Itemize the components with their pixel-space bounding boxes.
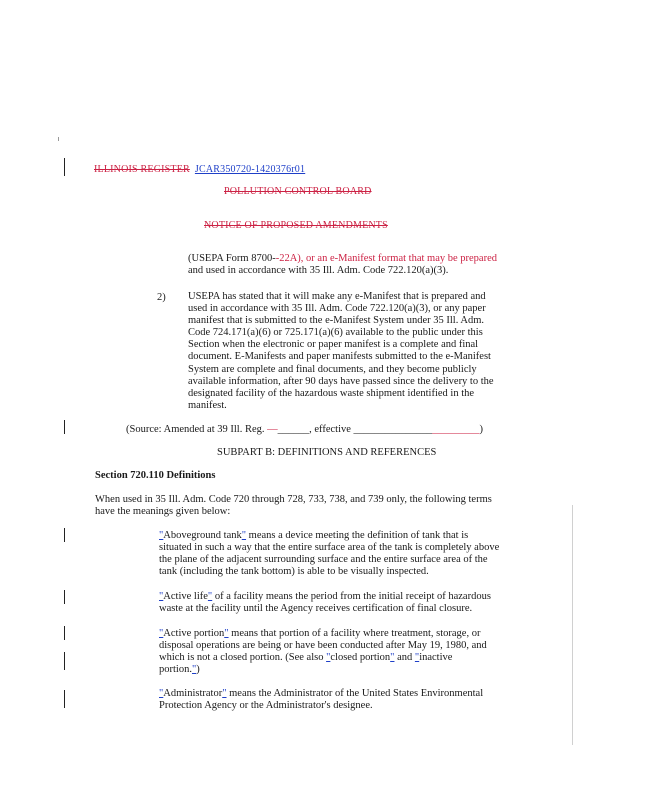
text-line: System are complete and final documents, and they become publicly — [188, 363, 477, 375]
defined-term: Administrator — [163, 688, 223, 699]
text-line: Protection Agency or the Administrator's designee. — [159, 700, 373, 712]
continued-paragraph — [188, 253, 497, 277]
text-line: designated facility of the hazardous waste shipment identified in the — [188, 387, 475, 399]
text-line: waste at the facility until the Agency receives certification of final closure. — [159, 603, 473, 615]
quote-mark: " — [207, 591, 213, 602]
defined-term: Active portion — [163, 628, 225, 639]
text-line: the plane of the adjacent surrounding surface and the entire surface area of the — [159, 554, 488, 566]
register-title: ILLINOIS REGISTER — [94, 164, 190, 175]
text-line: (USEPA Form 8700- — [188, 253, 276, 264]
text-line: of a facility means the period from the initial receipt of hazardous — [212, 591, 491, 602]
quote-mark: " — [159, 591, 164, 602]
cross-reference: closed portion — [330, 652, 391, 664]
board-header — [224, 186, 372, 197]
source-blank-inserted: _________ — [432, 424, 480, 435]
section-title: Section 720.110 Definitions — [95, 470, 216, 481]
notice-title: NOTICE OF PROPOSED AMENDMENTS — [204, 220, 388, 231]
text-line: and used in accordance with 35 Ill. Adm. Code 722.120(a)(3). — [188, 265, 449, 277]
source-mid: , effective — [309, 424, 354, 435]
text-line: USEPA has stated that it will make any e-Manifest that is prepared and — [188, 291, 486, 302]
item-2-paragraph — [188, 291, 494, 412]
quote-mark: " — [222, 688, 227, 699]
change-bar — [64, 626, 65, 640]
source-prefix: (Source: Amended at 39 Ill. Reg. — [126, 424, 268, 435]
text-line: When used in 35 Ill. Adm. Code 720 through 728, 733, 738, and 739 only, the following terms — [95, 494, 492, 505]
text-line: Code 724.171(a)(6) or 725.171(a)(6) available to the public under this — [188, 327, 483, 339]
definition-active-life — [159, 591, 491, 615]
scan-mark — [58, 137, 59, 141]
scan-edge — [572, 505, 573, 745]
text-line: manifest that is submitted to the e-Manifest System under 35 Ill. Adm. — [188, 315, 484, 327]
text-line: tank (including the tank bottom) is able to be visually inspected. — [159, 566, 429, 578]
text-line: portion. — [159, 664, 192, 676]
source-blank: ______ — [277, 424, 310, 435]
intro-paragraph — [95, 494, 492, 518]
change-bar — [64, 158, 65, 176]
text-line: manifest. — [188, 399, 227, 411]
definition-aboveground-tank — [159, 530, 499, 578]
change-bar — [64, 690, 65, 708]
register-header — [94, 164, 305, 175]
defined-term: Aboveground tank — [163, 530, 242, 541]
board-title: POLLUTION CONTROL BOARD — [224, 186, 372, 197]
quote-mark: " — [224, 628, 229, 639]
subpart-heading: SUBPART B: DEFINITIONS AND REFERENCES — [217, 447, 437, 458]
quote-mark: " — [241, 530, 247, 541]
source-dash: — — [267, 424, 278, 435]
definition-active-portion: "Active portion" means that portion of a facility where treatment, storage, or disposal operations are being or have been conducted after May 19, 1980, and which is not a closed portion. (See also "closed portion" and "inactive portion.") — [159, 628, 487, 676]
text-line: have the meanings given below: — [95, 506, 231, 518]
source-note — [126, 423, 483, 436]
text-line: used in accordance with 35 Ill. Adm. Code 722.120(a)(3), or any paper — [188, 303, 486, 315]
quote-mark: " — [159, 628, 164, 639]
quote-mark: " — [159, 688, 164, 699]
change-bar — [64, 528, 65, 542]
change-bar — [64, 590, 65, 604]
change-bar — [64, 652, 65, 670]
text-line: means that portion of a facility where treatment, storage, or — [228, 628, 481, 639]
text-line: means the Administrator of the United States Environmental — [226, 688, 484, 699]
source-end: ) — [479, 424, 484, 435]
text-line: available information, after 90 days have passed since the delivery to the — [188, 375, 494, 387]
text-line: means a device meeting the definition of tank that is — [246, 530, 469, 541]
cross-reference: inactive — [419, 652, 453, 664]
text-line: Section when the electronic or paper manifest is a complete and final — [188, 339, 479, 351]
text-line: disposal operations are being or have been conducted after May 19, 1980, and — [159, 640, 487, 652]
text-line: situated in such a way that the entire surface area of the tank is completely above — [159, 542, 500, 554]
text-line: which is not a closed portion. (See also — [159, 652, 327, 664]
text-line: -22A), or an e-Manifest format that may be prepared — [275, 253, 498, 264]
quote-mark: " — [159, 530, 164, 541]
text-line: document. E-Manifests and paper manifests submitted to the e-Manifest — [188, 351, 491, 363]
item-number: 2) — [157, 292, 166, 303]
text-line: and — [394, 652, 415, 664]
change-bar — [64, 420, 65, 434]
jcar-doc-id: JCAR350720-1420376r01 — [194, 164, 306, 175]
definition-administrator — [159, 688, 483, 712]
text-line: ) — [196, 664, 200, 676]
source-blank: _______________ — [353, 424, 433, 435]
defined-term: Active life — [163, 591, 208, 602]
notice-header — [204, 220, 388, 231]
